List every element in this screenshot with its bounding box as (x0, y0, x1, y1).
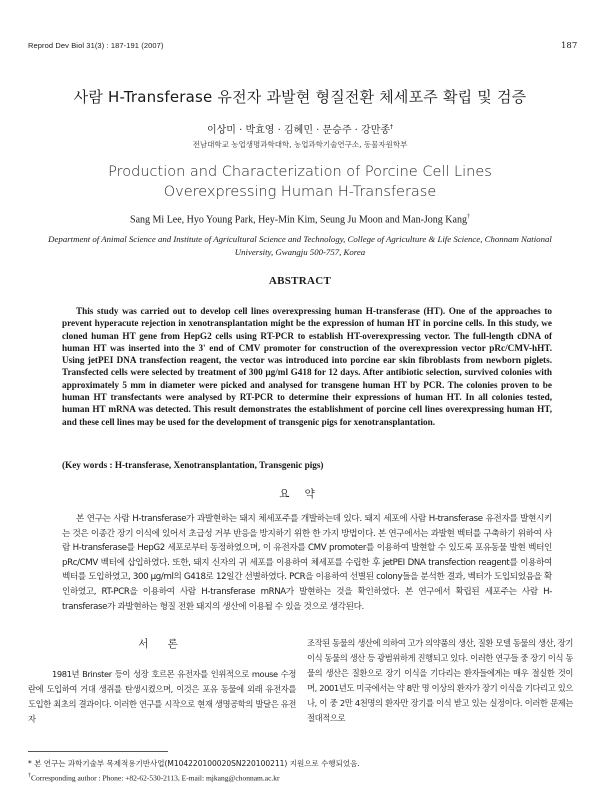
english-title-line1: Production and Characterization of Porcine Cell Lines (108, 164, 492, 180)
summary-heading: 요 약 (279, 488, 321, 500)
korean-authors (0, 121, 600, 136)
correspondence-text: Corresponding author : Phone: +82-62-530-2113, E-mail: mjkang@chonnam.ac.kr (31, 773, 280, 783)
funding-footnote: * 본 연구는 과학기술부 목제적용기반사업(M104220100020SN220100211) 지원으로 수행되었음. (28, 759, 360, 768)
korean-author-names: 이상미 · 박효영 · 김혜민 · 문승주 · 강만종 (206, 125, 391, 136)
korean-affiliation: 전남대학교 농업생명과학대학, 농업과학기술연구소, 동물자원학부 (192, 140, 408, 149)
correspondence-mark: † (28, 773, 31, 779)
introduction-right-column: 조작된 동물의 생산에 의하여 고가 의약품의 생산, 질환 모델 동물의 생산, 장기 이식 동물의 생산 등 광범위하게 진행되고 있다. 이러한 연구들 중 장기 이식 동물의 생산은 질환으로 장기 이식을 기다리는 환자들에게는 매우 절실한 것이며, 2001년도 미국에서는 약 8만 명 이상의 환자가 장기 이식을 기다리고 있으나, 이 중 2만 4천명의 환자만 장기를 이식 받고 있는 실정이다. 이러한 문제는 절대적으로 (307, 638, 573, 723)
keywords: (Key words : H-transferase, Xenotransplantation, Transgenic pigs) (62, 460, 324, 470)
english-author-mark: † (466, 214, 470, 220)
english-title-line2: Overexpressing Human H-Transferase (163, 184, 437, 200)
page-number: 187 (561, 41, 578, 51)
correspondence-footnote (28, 773, 280, 783)
journal-citation: Reprod Dev Biol 31(3) : 187-191 (2007) (28, 41, 164, 50)
english-affiliation: Department of Animal Science and Institute of Agricultural Science and Technology, College of Agriculture & Life Science, Chonnam National University, Gwangju 500-757, Korea (48, 234, 552, 257)
english-authors (0, 214, 600, 225)
english-title (0, 162, 600, 202)
korean-author-mark: † (390, 123, 394, 131)
introduction-left-column: 1981년 Brinster 등이 성장 호르몬 유전자를 인위적으로 mouse 수정란에 도입하여 거대 생쥐를 탄생시켰으며, 이것은 포유 동물에 외래 유전자를 도입한 최초의 결과이다. 이러한 연구를 시작으로 현재 생명공학의 발달은 유전자 (28, 669, 296, 724)
footnote-divider (28, 751, 168, 752)
abstract-heading: ABSTRACT (268, 275, 332, 287)
summary-body: 본 연구는 사람 H-transferase가 과발현하는 돼지 체세포주를 개발하는데 있다. 돼지 세포에 사람 H-transferase 유전자를 발현시키는 것은 이종간 장기 이식에 있어서 초급성 거부 반응을 방지하기 위한 한 가지 방법이다. 본 연구에서는 과발현 벡터를 구축하기 위하여 사람 H-transferase를 HepG2 세포로부터 동정하였으며, 이 유전자를 CMV promoter를 이용하여 발현할 수 있도록 포유동물 발현 벡터인 pRc/CMV 벡터에 삽입하였다. 또한, 돼지 신자의 귀 세포를 이용하여 체세포를 수립한 후 jetPEI DNA transfection reagent를 이용하여 벡터를 도입하였고, 300 µg/ml의 G418로 12일간 선별하였다. PCR을 이용하여 선별된 colony들을 분석한 결과, 벡터가 도입되었음을 확인하였고, RT-PCR을 이용하여 사람 H-transferase mRNA가 발현하는 것을 확인하였다. 본 연구에서 확립된 세포주는 사람 H-transferase가 과발현하는 형질 전환 돼지의 생산에 이용될 수 있을 것으로 생각된다. (62, 514, 552, 612)
korean-title: 사람 H-Transferase 유전자 과발현 형질전환 체세포주 확립 및 검증 (73, 88, 527, 106)
abstract-body: This study was carried out to develop cell lines overexpressing human H-transferase (HT). One of the approaches to prevent hyperacute rejection in xenotransplantation might be the expression of human HT in porcine cells. In this study, we cloned human HT gene from HepG2 cells using RT-PCR to establish HT-overexpressing vector. The full-length cDNA of human HT was inserted into the 3' end of CMV promoter for construction of the overexpression vector pRc/CMV-hHT. Using jetPEI DNA transfection reagent, the vector was introduced into porcine ear skin fibroblasts from newborn piglets. Transfected cells were selected by treatment of 300 µg/ml G418 for 12 days. After antibiotic selection, survived colonies with approximately 5 mm in diameter were picked and analysed for transgene human HT by PCR. The colonies proven to be human HT transfectants were analysed by RT-PCR to determine their expressions of human HT. In all colonies tested, human HT mRNA was detected. This result demonstrates the establishment of porcine cell lines overexpressing human HT, and these cell lines may be used for the development of transgenic pigs for xenotransplantation. (62, 306, 552, 427)
english-author-names: Sang Mi Lee, Hyo Young Park, Hey-Min Kim, Seung Ju Moon and Man-Jong Kang (130, 214, 467, 226)
introduction-heading: 서 론 (138, 638, 186, 650)
